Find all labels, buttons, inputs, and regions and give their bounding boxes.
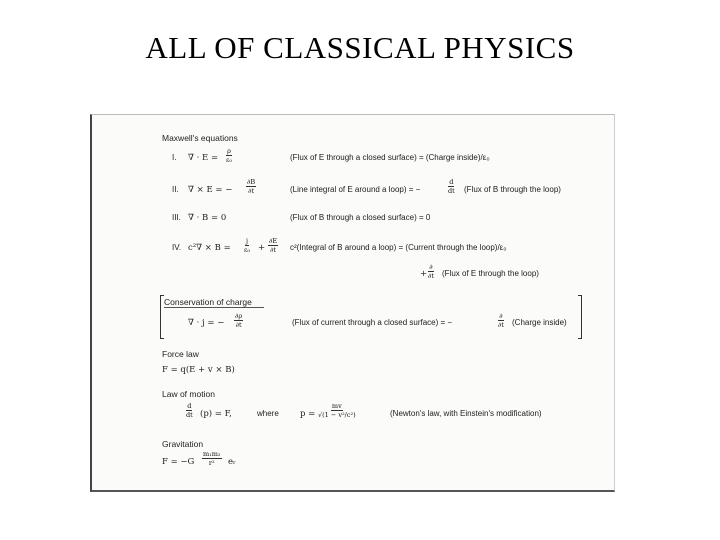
slide-title: ALL OF CLASSICAL PHYSICS <box>145 30 575 65</box>
eq1-number: I. <box>172 153 177 162</box>
conservation-lhs: ∇ · j = − <box>188 318 225 328</box>
eq2-fraction <box>246 178 256 195</box>
momentum-numerator: mv <box>331 402 342 410</box>
eq3-lhs: ∇ · B = 0 <box>188 213 227 223</box>
conservation-heading-rule <box>164 307 264 308</box>
eq2-numerator: ∂B <box>247 178 256 186</box>
gravitation-fraction <box>202 450 222 467</box>
conservation-desc-denominator: ∂t <box>498 321 504 329</box>
eq4-desc-fraction <box>428 263 434 280</box>
eq4-frac2-numerator: ∂E <box>269 237 278 245</box>
eq4-fraction-1 <box>244 237 250 254</box>
force-heading: Force law <box>162 349 199 359</box>
gravitation-lhs: F = −G <box>162 457 195 467</box>
momentum-lhs: p = <box>300 409 316 419</box>
momentum-fraction <box>318 402 356 419</box>
eq2-desc-fraction <box>448 178 455 195</box>
maxwell-heading: Maxwell's equations <box>162 133 238 143</box>
conservation-fraction <box>234 312 243 329</box>
eq4-frac1-denominator: ε₀ <box>244 246 250 254</box>
force-equation: F = q(E + v × B) <box>162 365 235 375</box>
eq3-description: (Flux of B through a closed surface) = 0 <box>290 213 431 222</box>
motion-derivative-denominator: dt <box>186 411 193 419</box>
eq1-description: (Flux of E through a closed surface) = (Charge inside)/ε₀ <box>290 153 490 162</box>
motion-heading: Law of motion <box>162 389 215 399</box>
gravitation-denominator: r² <box>208 459 215 467</box>
conservation-denominator: ∂t <box>235 321 242 329</box>
eq4-description-a: c²(Integral of B around a loop) = (Current through the loop)/ε₀ <box>290 243 507 252</box>
eq1-denominator: ε₀ <box>226 156 232 164</box>
motion-where: where <box>257 409 279 418</box>
motion-description: (Newton's law, with Einstein's modification) <box>390 409 542 418</box>
conservation-numerator: ∂ρ <box>235 312 243 320</box>
conservation-description-a: (Flux of current through a closed surface) = − <box>292 318 453 327</box>
motion-derivative-numerator: d <box>187 402 192 410</box>
conservation-desc-numerator: ∂ <box>499 312 503 320</box>
eq4-desc-plus: + <box>420 269 428 279</box>
conservation-description-b: (Charge inside) <box>512 318 567 327</box>
eq4-desc-denominator: ∂t <box>428 272 434 280</box>
eq1-lhs: ∇ · E = <box>188 153 219 163</box>
eq2-lhs: ∇ × E = − <box>188 185 233 195</box>
motion-derivative <box>186 402 193 419</box>
conservation-heading: Conservation of charge <box>164 297 252 307</box>
gravitation-unit-vector: eᵣ <box>228 457 236 467</box>
eq4-lhs: c²∇ × B = <box>188 243 231 253</box>
eq4-desc-numerator: ∂ <box>429 263 433 271</box>
eq2-number: II. <box>172 185 179 194</box>
equations-scan <box>90 114 615 492</box>
eq4-frac2-denominator: ∂t <box>270 246 277 254</box>
eq4-plus: + <box>258 243 266 253</box>
eq4-description-b: (Flux of E through the loop) <box>442 269 539 278</box>
eq4-fraction-2 <box>268 237 278 254</box>
eq2-desc-numerator: d <box>449 178 454 186</box>
eq3-number: III. <box>172 213 181 222</box>
eq2-desc-denominator: dt <box>448 187 455 195</box>
eq2-description-b: (Flux of B through the loop) <box>464 185 561 194</box>
gravitation-heading: Gravitation <box>162 439 204 449</box>
eq4-frac1-numerator: j <box>245 237 248 245</box>
eq1-fraction <box>226 147 232 164</box>
eq1-numerator: ρ <box>227 147 231 155</box>
eq2-denominator: ∂t <box>248 187 255 195</box>
eq2-description-a: (Line integral of E around a loop) = − <box>290 185 421 194</box>
momentum-denominator: √(1 − v²/c²) <box>318 411 356 419</box>
eq4-number: IV. <box>172 243 182 252</box>
gravitation-numerator: m₁m₂ <box>203 450 221 458</box>
conservation-right-bracket <box>578 295 582 339</box>
motion-equation: (p) = F, <box>200 409 232 419</box>
conservation-desc-fraction <box>498 312 504 329</box>
